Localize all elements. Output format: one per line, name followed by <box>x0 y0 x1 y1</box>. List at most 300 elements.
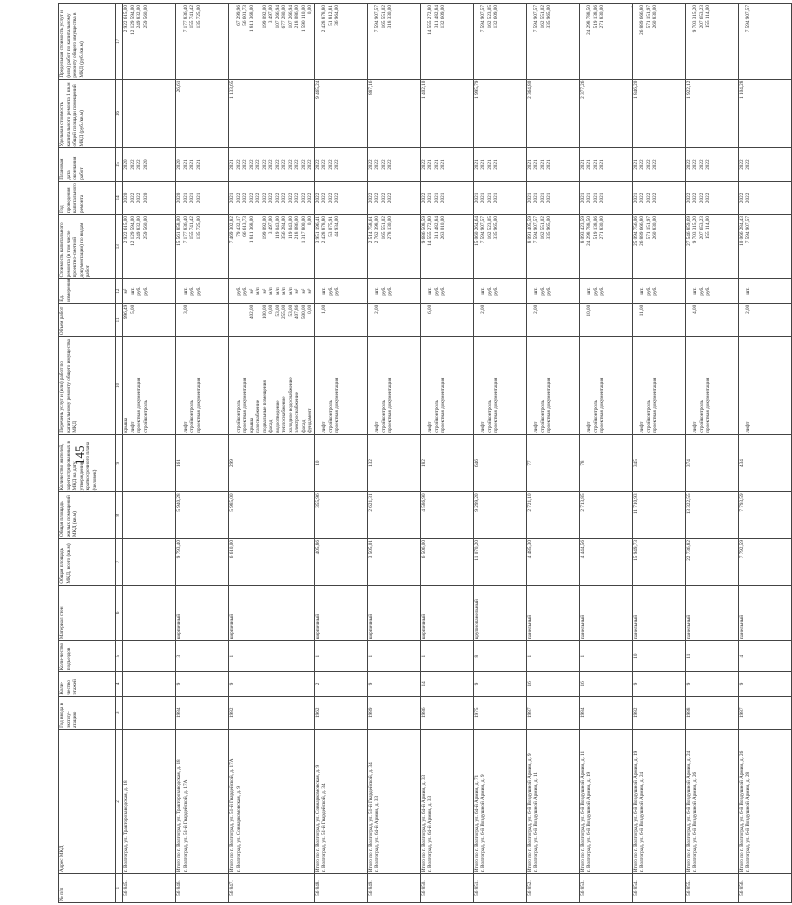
cell-rep-year <box>420 181 473 214</box>
cell-line: 2022 <box>136 192 143 204</box>
cell-material: кирпичный <box>314 585 367 640</box>
cell-line: 2021 <box>586 159 593 170</box>
cell-line: 2022 <box>387 159 394 170</box>
cell-line: 2 377,26 <box>579 80 586 99</box>
cell-year: 1984 <box>176 696 229 729</box>
cell-line: 2020 <box>176 192 183 204</box>
cell-line: 2,00 <box>745 304 752 314</box>
cell-line: 56 601,73 <box>242 5 249 26</box>
cell-line: г. Волгоград, ул. 6-й Воздушной Армии, д. 9 <box>480 774 487 873</box>
cell-residents: 299 <box>229 434 315 492</box>
cell-line: руб. <box>242 286 249 296</box>
cell-line: 2021 <box>486 192 493 204</box>
cell-line <box>143 81 150 147</box>
cell-line: 1 317 800,00 <box>300 216 307 244</box>
cell-line: 15 561 858,00 <box>176 216 183 246</box>
cell-line: м² <box>300 288 307 294</box>
cell-line: 11,00 <box>639 304 646 317</box>
cell-num: 56 852. <box>526 874 579 903</box>
cell-line: 2021 <box>182 192 189 204</box>
cell-line: 1 133,65 <box>229 80 236 99</box>
cell-line: м² <box>123 288 130 294</box>
cell-floors: 9 <box>229 672 315 696</box>
cell-cost <box>632 215 685 279</box>
cell-material: панельный <box>685 585 738 640</box>
cell-line: 519 138,06 <box>592 216 599 240</box>
cell-line: 260 830,00 <box>652 216 659 240</box>
cell-line: 0,00 <box>307 5 314 15</box>
cell-line: 2022 <box>248 159 255 170</box>
cell-line <box>334 81 341 147</box>
cell-line: шт. <box>692 287 699 295</box>
cell-line: 107 266,94 <box>287 5 294 29</box>
cell-line: 2022 <box>274 159 281 170</box>
cell-line: 249 832,00 <box>136 216 143 240</box>
cell-line <box>546 305 553 335</box>
column-number: 17 <box>116 4 123 80</box>
cell-line: стройконтроль <box>698 400 705 433</box>
cell-floors: 9 <box>473 672 526 696</box>
cell-residents: 161 <box>176 434 229 492</box>
cell-line: Итого по г. Волгоград, ул. 6-й Воздушной Армии, д. 19 <box>632 750 639 873</box>
cell-line: 318 330,00 <box>387 5 394 29</box>
cell-material: панельный <box>632 585 685 640</box>
cell-line: г. Волгоград, ул. 64-й Армии, д. 33 <box>374 795 381 873</box>
cell-plan-date <box>229 148 315 181</box>
cell-line: стройконтроль <box>327 400 334 433</box>
cell-line: стройконтроль <box>189 400 196 433</box>
cell-num: 56 856. <box>738 874 791 903</box>
cell-line: 8 093 423,59 <box>579 216 586 244</box>
cell-line: 10,00 <box>586 304 593 317</box>
cell-line: 2022 <box>692 192 699 204</box>
cell-line: 2020 <box>176 159 183 170</box>
cell-address <box>473 729 526 873</box>
cell-line: 311 482,84 <box>433 216 440 240</box>
cell-plan-date <box>314 148 367 181</box>
cell-floors: 9 <box>685 672 738 696</box>
cell-floors: 16 <box>526 672 579 696</box>
cell-line: 2022 <box>294 192 301 204</box>
cell-line: 2021 <box>526 192 533 204</box>
cell-line: 2021 <box>427 159 434 170</box>
column-number: 13 <box>116 215 123 279</box>
cell-units <box>123 279 176 303</box>
cell-line: 2021 <box>493 192 500 204</box>
cell-entrances: 4 <box>738 641 791 672</box>
cell-line: 2022 <box>281 192 288 204</box>
cell-area-living: 4 586,90 <box>420 492 473 539</box>
cell-area-total: 4 485,30 <box>526 539 579 586</box>
cell-line <box>652 81 659 147</box>
cell-units <box>685 279 738 303</box>
cell-material: кирпичный <box>229 585 315 640</box>
cell-volume <box>176 303 229 336</box>
cell-line: 2022 <box>705 192 712 204</box>
cell-residents: 10 <box>314 434 367 492</box>
cell-line: 2022 <box>287 192 294 204</box>
cell-address <box>632 729 685 873</box>
cell-line: шт. <box>427 287 434 295</box>
cell-year: 1989 <box>367 696 420 729</box>
cell-line: 155 741,42 <box>189 216 196 240</box>
cell-line: 2022 <box>327 159 334 170</box>
cell-line: 2021 <box>440 192 447 204</box>
cell-units <box>176 279 229 303</box>
cell-rep-year <box>579 181 632 214</box>
column-number: 10 <box>116 337 123 435</box>
cell-line <box>705 81 712 147</box>
cell-line: 2021 <box>546 192 553 204</box>
cell-line: проектная документация <box>546 377 553 433</box>
cell-line: 67 299,96 <box>235 5 242 26</box>
cell-line: 2022 <box>639 192 646 204</box>
cell-material: кирпичный <box>420 585 473 640</box>
cell-limit-cost <box>738 4 791 80</box>
cell-plan-date <box>685 148 738 181</box>
cell-line: 335 965,00 <box>546 216 553 240</box>
cell-line: лифт <box>129 421 136 433</box>
cell-line: 2022 <box>745 192 752 204</box>
cell-line: 53,00 <box>287 304 294 317</box>
cell-units <box>473 279 526 303</box>
cell-line: лифт <box>321 421 328 433</box>
cell-line: руб. <box>334 286 341 296</box>
column-number: 15 <box>116 148 123 181</box>
cell-line: 356 284,00 <box>281 216 288 240</box>
cell-limit-cost <box>229 4 315 80</box>
cell-line: 155 114,00 <box>705 5 712 29</box>
cell-line: 2021 <box>195 159 202 170</box>
cell-area-total: 405,86 <box>314 539 367 586</box>
cell-line: 36 964,00 <box>334 5 341 26</box>
cell-line: руб. <box>493 286 500 296</box>
cell-line <box>196 305 203 335</box>
cell-year <box>123 696 176 729</box>
cell-line: проектная документация <box>242 377 249 433</box>
cell-line: м² <box>261 288 268 294</box>
cell-line: фасад <box>268 419 275 433</box>
cell-line: 2021 <box>473 159 480 170</box>
cell-unit-cost <box>229 79 315 148</box>
cell-line: 14 555 272,80 <box>427 216 434 246</box>
cell-volume <box>579 303 632 336</box>
cell-plan-date <box>420 148 473 181</box>
column-number: 2 <box>116 729 123 873</box>
cell-line <box>440 81 447 147</box>
cell-line: стройконтроль <box>235 400 242 433</box>
cell-cost <box>314 215 367 279</box>
cell-line <box>143 305 150 335</box>
cell-cost <box>420 215 473 279</box>
cell-material <box>123 585 176 640</box>
cell-line <box>334 305 341 335</box>
cell-line: 0,00 <box>268 304 275 314</box>
cell-volume <box>685 303 738 336</box>
cell-residents: 182 <box>420 434 473 492</box>
cell-area-living: 7 793,59 <box>738 492 791 539</box>
cell-rep-year <box>632 181 685 214</box>
cell-line: 2021 <box>433 159 440 170</box>
column-header: Материал стен <box>59 585 116 640</box>
cell-line: 2021 <box>229 192 236 204</box>
cell-line: м² <box>248 288 255 294</box>
table-row <box>473 4 526 903</box>
cell-line: подвальные помещения <box>261 380 268 433</box>
cell-line: 2021 <box>473 192 480 204</box>
cell-cost <box>579 215 632 279</box>
cell-num: 56 845. <box>123 874 176 903</box>
cell-line: 2021 <box>182 159 189 170</box>
cell-year: 1982 <box>632 696 685 729</box>
cell-line: 2021 <box>433 192 440 204</box>
cell-line: 2022 <box>367 192 374 204</box>
cell-line: 25 094 756,06 <box>632 216 639 246</box>
cell-line: 2 428 878,80 <box>321 216 328 244</box>
cell-line: проектная документация <box>387 377 394 433</box>
cell-line: 2 514 758,61 <box>367 216 374 244</box>
cell-line: шт. <box>321 287 328 295</box>
cell-line: Итого по г. Волгоград, ул. Тракторозаводская, д. 18 <box>176 759 183 873</box>
cell-num: 56 849. <box>367 874 420 903</box>
cell-unit-cost <box>685 79 738 148</box>
cell-line: 2021 <box>632 192 639 204</box>
cell-line: 1 590 110,00 <box>300 5 307 33</box>
cell-material: крупнопанельный <box>473 585 526 640</box>
cell-line: 2021 <box>592 159 599 170</box>
cell-residents: 345 <box>632 434 685 492</box>
cell-line: 107 266,94 <box>274 5 281 29</box>
cell-line: 335 965,00 <box>493 216 500 240</box>
cell-line: 2021 <box>632 159 639 170</box>
cell-line: лифт <box>480 421 487 433</box>
cell-line: Итого по г. Волгоград, ул. 51-й Гвардейской, д. 17А <box>229 758 236 873</box>
cell-residents: 646 <box>473 434 526 492</box>
cell-line: 51 812,81 <box>327 5 334 26</box>
table-row <box>176 4 229 903</box>
cell-works <box>526 337 579 435</box>
cell-line: 2022 <box>645 192 652 204</box>
cell-line: г. Волгоград, ул. 51-й Гвардейской, д. 34 <box>321 783 328 873</box>
cell-volume <box>420 303 473 336</box>
cell-residents <box>123 434 176 492</box>
cell-area-living: 5 985,00 <box>229 492 315 539</box>
cell-line: 2,00 <box>480 304 487 314</box>
cell-line: 1 922,12 <box>685 80 692 99</box>
cell-line: лифт <box>692 421 699 433</box>
cell-line: руб. <box>645 286 652 296</box>
cell-line: 119 043,00 <box>287 216 294 240</box>
cell-units <box>229 279 315 303</box>
column-header: Адрес МКД <box>59 729 116 873</box>
cell-line: 2022 <box>321 159 328 170</box>
cell-line: 162 523,05 <box>486 5 493 29</box>
cell-area-total: 15 949,73 <box>632 539 685 586</box>
cell-line: фундамент <box>307 408 314 433</box>
cell-line: 2021 <box>427 192 434 204</box>
cell-works <box>473 337 526 435</box>
cell-line: проектная документация <box>705 377 712 433</box>
cell-plan-date <box>176 148 229 181</box>
cell-limit-cost <box>473 4 526 80</box>
cell-rep-year <box>738 181 791 214</box>
cell-line: Итого по г. Волгоград, ул. Совнаркомовская, д. 9 <box>314 764 321 873</box>
cell-line: 571 151,97 <box>645 5 652 29</box>
cell-line: крыша <box>123 417 130 433</box>
cell-works <box>123 337 176 435</box>
cell-line: 2021 <box>533 159 540 170</box>
column-header: Коли-чество этажей <box>59 672 116 696</box>
cell-unit-cost <box>632 79 685 148</box>
cell-rep-year <box>526 181 579 214</box>
cell-line: 2022 <box>268 192 275 204</box>
cell-line: 7 177 836,40 <box>182 216 189 244</box>
cell-residents: 132 <box>367 434 420 492</box>
cell-line: 519 138,06 <box>592 5 599 29</box>
cell-entrances: 1 <box>579 641 632 672</box>
cell-line: фасад <box>300 419 307 433</box>
cell-line: шт. <box>745 287 752 295</box>
cell-num: 56 853. <box>579 874 632 903</box>
cell-line: 2 922 615,00 <box>123 216 130 244</box>
column-header: Стоимость капитального ремонта (в том числе проектно-сметной документации) по видам работ <box>59 215 116 279</box>
cell-cost <box>176 215 229 279</box>
cell-works <box>420 337 473 435</box>
cell-line: 9 465,24 <box>314 80 321 99</box>
cell-line: 26 889 666,80 <box>639 5 646 35</box>
cell-line: руб. <box>189 286 196 296</box>
cell-num: 56 854. <box>632 874 685 903</box>
cell-line <box>387 81 394 147</box>
cell-line: м/п <box>274 287 281 295</box>
cell-line: газоснабжение <box>255 399 262 433</box>
cell-unit-cost <box>367 79 420 148</box>
cell-line: 2022 <box>281 159 288 170</box>
cell-line: 2022 <box>314 159 321 170</box>
cell-line: 2022 <box>380 192 387 204</box>
cell-address <box>738 729 791 873</box>
cell-line: 2022 <box>652 192 659 204</box>
cell-line: 53,00 <box>274 304 281 317</box>
cell-line: 7 177 836,40 <box>182 5 189 33</box>
column-header: № п/п <box>59 874 116 903</box>
cell-line: м/п <box>281 287 288 295</box>
cell-volume <box>314 303 367 336</box>
cell-line: руб. <box>327 286 334 296</box>
cell-limit-cost <box>123 4 176 80</box>
cell-entrances: 1 <box>314 641 367 672</box>
cell-rep-year <box>473 181 526 214</box>
cell-line: 2022 <box>745 159 752 170</box>
cell-line: шт. <box>533 287 540 295</box>
cell-num: 56 846. <box>176 874 229 903</box>
cell-line: 207 653,23 <box>698 5 705 29</box>
cell-line: 6,00 <box>427 304 434 314</box>
cell-line: водоотведение <box>274 400 281 433</box>
cell-cost <box>685 215 738 279</box>
cell-line: 2021 <box>229 159 236 170</box>
cell-line: м/п <box>268 287 275 295</box>
cell-line: 2022 <box>420 192 427 204</box>
cell-line: 4,00 <box>692 304 699 314</box>
cell-line: проектная документация <box>652 377 659 433</box>
cell-line: 7 594 907,57 <box>745 5 752 33</box>
cell-line: 2020 <box>142 159 149 170</box>
cell-num: 56 851. <box>473 874 526 903</box>
cell-line: 2021 <box>546 159 553 170</box>
cell-area-total: 7 792,59 <box>738 539 791 586</box>
cell-unit-cost <box>526 79 579 148</box>
column-header: Удельная стоимость капитального ремонта 1 кв.м общей площади помещений МКД (руб./кв.м) <box>59 79 116 148</box>
cell-line: 2022 <box>268 159 275 170</box>
cell-line: 2022 <box>248 192 255 204</box>
cell-line: 2021 <box>486 159 493 170</box>
cell-rep-year <box>367 181 420 214</box>
cell-line: проектная документация <box>195 377 202 433</box>
cell-line: 2021 <box>480 159 487 170</box>
cell-line: 1 811 368,00 <box>248 5 255 33</box>
cell-line <box>196 81 203 147</box>
cell-unit-cost <box>176 79 229 148</box>
cell-line <box>705 305 712 335</box>
cell-address <box>579 729 632 873</box>
cell-line <box>493 305 500 335</box>
cell-works <box>176 337 229 435</box>
cell-units <box>420 279 473 303</box>
cell-line: проектная документация <box>136 377 143 433</box>
cell-line: 1 811 368,00 <box>248 216 255 244</box>
cell-line: 162 523,05 <box>486 216 493 240</box>
cell-num: 56 847. <box>229 874 315 903</box>
column-number: 3 <box>116 696 123 729</box>
cell-area-living: 9 299,20 <box>473 492 526 539</box>
cell-year: 1987 <box>526 696 579 729</box>
cell-line: 2022 <box>380 159 387 170</box>
cell-line: 27 546 859,69 <box>685 216 692 246</box>
cell-line: 2022 <box>321 192 328 204</box>
cell-address <box>685 729 738 873</box>
cell-volume <box>526 303 579 336</box>
cell-cost <box>473 215 526 279</box>
cell-floors: 9 <box>738 672 791 696</box>
cell-plan-date <box>579 148 632 181</box>
cell-address <box>123 729 176 873</box>
table-header-row <box>59 4 116 903</box>
cell-year: 1988 <box>685 696 738 729</box>
cell-line: 249 832,00 <box>136 5 143 29</box>
cell-volume <box>632 303 685 336</box>
cell-line: 218 086,00 <box>294 5 301 29</box>
cell-line: 66 613,73 <box>242 216 249 237</box>
cell-line: 2022 <box>300 192 307 204</box>
cell-floors: 16 <box>579 672 632 696</box>
cell-line: лифт <box>182 421 189 433</box>
cell-line: м³ <box>307 288 314 294</box>
column-number: 7 <box>116 539 123 586</box>
cell-line: 2021 <box>189 159 196 170</box>
cell-line: 5,00 <box>129 304 136 314</box>
cell-line: 677 280,00 <box>281 5 288 29</box>
cell-unit-cost <box>420 79 473 148</box>
cell-line: 79 432,17 <box>235 216 242 237</box>
cell-line: Итого по г. Волгоград, ул. 6-й Воздушной Армии, д. 9 <box>526 753 533 873</box>
cell-material: кирпичный <box>367 585 420 640</box>
cell-line: 2021 <box>586 192 593 204</box>
cell-line: шт. <box>639 287 646 295</box>
cell-line: руб. <box>546 286 553 296</box>
cell-rep-year <box>314 181 367 214</box>
cell-entrances <box>123 641 176 672</box>
